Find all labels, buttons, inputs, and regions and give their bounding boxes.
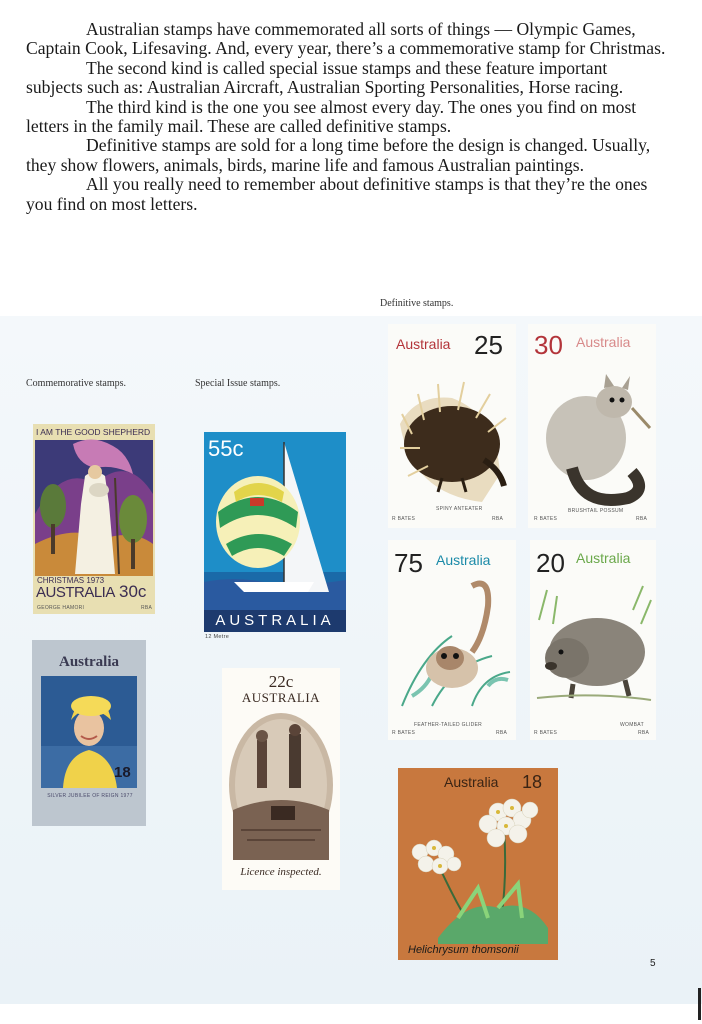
- stamp-licence-inspected: [222, 668, 340, 890]
- stamp-possum-country: Australia: [576, 334, 631, 350]
- stamp-christmas-artist: GEORGE HAMORI: [37, 605, 85, 611]
- wombat-illustration: [533, 580, 653, 720]
- stamp-yacht-note: 12 Metre: [205, 634, 230, 640]
- stamp-licence-value: 22c: [268, 672, 294, 691]
- helichrysum-flower-illustration: [398, 768, 558, 960]
- stamp-yacht-55c: [204, 432, 346, 632]
- stamp-christmas-printer: RBA: [141, 605, 153, 611]
- stamp-possum-value: 30: [534, 330, 563, 360]
- stamp-wombat-20: [530, 540, 656, 740]
- stamp-flower-country: Australia: [444, 774, 499, 790]
- caption-definitive: Definitive stamps.: [380, 298, 454, 309]
- stamp-wombat-name: WOMBAT: [620, 722, 644, 728]
- paragraph-definitive-design: Definitive stamps are sold for a long time before the design is changed. Usually, they show flowers, animals, birds, marine life and famous Australian paintings.: [26, 135, 651, 175]
- page-number: 5: [650, 958, 656, 969]
- stamp-wombat-artist: R BATES: [534, 730, 558, 736]
- stamp-echidna-printer: RBA: [492, 516, 504, 522]
- stamp-wombat-country: Australia: [576, 550, 631, 566]
- stamp-queen-value: 18: [114, 764, 131, 781]
- stamp-queen-jubilee: [32, 640, 146, 826]
- paragraph-definitive-summary: All you really need to remember about definitive stamps is that they’re the ones you find on most letters.: [26, 174, 648, 214]
- stamp-christmas-1973: [33, 424, 155, 614]
- gold-miners-engraving-illustration: [227, 710, 335, 860]
- stamp-helichrysum-18: [398, 768, 558, 960]
- stamp-echidna-country: Australia: [396, 336, 451, 352]
- stamp-possum-name: BRUSHTAIL POSSUM: [568, 508, 624, 514]
- stamp-licence-caption: Licence inspected.: [240, 866, 322, 878]
- stamp-possum-artist: R BATES: [534, 516, 558, 522]
- stamp-echidna-artist: R BATES: [392, 516, 416, 522]
- stamp-echidna-name: SPINY ANTEATER: [436, 506, 483, 512]
- stamp-flower-value: 18: [522, 772, 543, 792]
- caption-commemorative: Commemorative stamps.: [26, 378, 126, 389]
- stamp-glider-name: FEATHER-TAILED GLIDER: [414, 722, 483, 728]
- stamp-possum-30: [528, 324, 656, 528]
- stamp-possum-printer: RBA: [636, 516, 648, 522]
- feather-tailed-glider-illustration: [392, 576, 512, 716]
- stamp-glider-printer: RBA: [496, 730, 508, 736]
- stamp-yacht-value: 55c: [208, 436, 244, 461]
- stamp-wombat-value: 20: [536, 548, 565, 578]
- stamp-christmas-country: AUSTRALIA: [36, 584, 115, 601]
- stamp-licence-country: AUSTRALIA: [241, 690, 321, 705]
- paragraph-commemorative: Australian stamps have commemorated all sorts of things — Olympic Games, Captain Cook, Lifesaving. And, every year, there’s a commemorative stamp for Christmas.: [26, 19, 666, 59]
- paragraph-special-issue: The second kind is called special issue stamps and these feature important subjects such as: Australian Aircraft, Australian Sporting Personalities, Horse racing.: [26, 57, 624, 98]
- stamp-wombat-printer: RBA: [638, 730, 650, 736]
- body-text: [26, 20, 666, 214]
- stamp-queen-fine-print: SILVER JUBILEE OF REIGN 1977: [47, 793, 133, 799]
- stamp-echidna-25: [388, 324, 516, 528]
- stamp-queen-country: Australia: [59, 654, 119, 670]
- stamp-yacht-country: AUSTRALIA: [204, 610, 346, 632]
- stamp-christmas-top-text: I AM THE GOOD SHEPHERD: [36, 427, 151, 437]
- caption-special-issue: Special Issue stamps.: [195, 378, 281, 389]
- brushtail-possum-illustration: [532, 368, 652, 508]
- paragraph-definitive-intro: The third kind is the one you see almost every day. The ones you find on most letters in the family mail. These are called definitive stamps.: [26, 96, 637, 137]
- stamp-flower-name: Helichrysum thomsonii: [408, 944, 519, 956]
- stamp-glider-value: 75: [394, 548, 423, 578]
- scan-edge-mark: [698, 988, 701, 1020]
- yacht-spinnaker-illustration: [204, 432, 346, 632]
- stamp-glider-country: Australia: [436, 552, 491, 568]
- stamp-glider-artist: R BATES: [392, 730, 416, 736]
- stamp-christmas-year: CHRISTMAS 1973: [37, 576, 105, 585]
- stamp-christmas-value: 30c: [119, 582, 147, 601]
- page-bottom-margin: [0, 1004, 702, 1024]
- echidna-illustration: [392, 374, 512, 504]
- stamp-echidna-value: 25: [474, 330, 503, 360]
- stamp-glider-75: [388, 540, 516, 740]
